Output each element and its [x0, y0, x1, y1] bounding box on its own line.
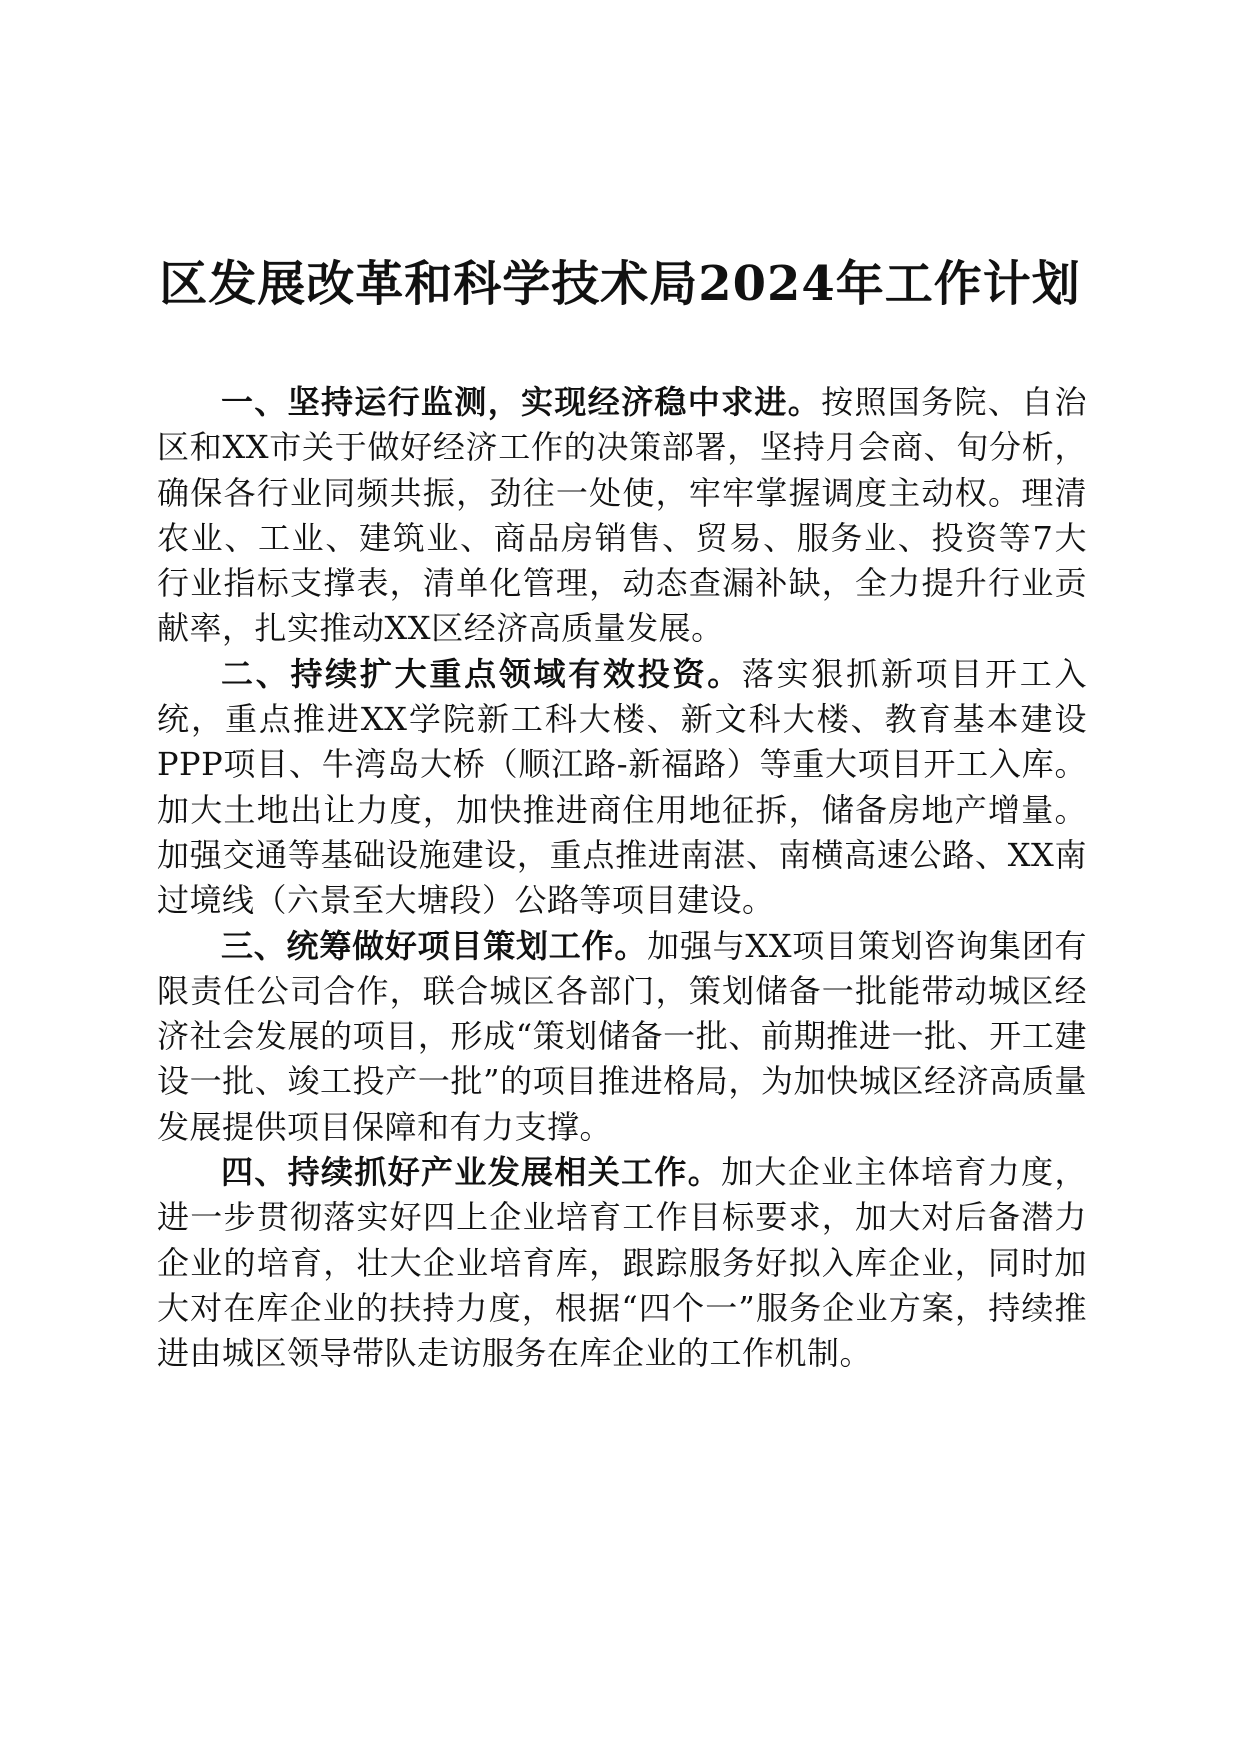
paragraph-heading: 二、持续扩大重点领域有效投资。 [221, 654, 742, 693]
paragraph-text: 加大企业主体培育力度，进一步贯彻落实好四上企业培育工作目标要求，加大对后备潜力企业的培育，壮大企业培育库，跟踪服务好拟入库企业，同时加大对在库企业的扶持力度，根据“四个一”服务企业方案，持续推进由城区领导带队走访服务在库企业的工作机制。 [157, 1153, 1087, 1373]
paragraph-text: 落实狠抓新项目开工入统，重点推进XX学院新工科大楼、新文科大楼、教育基本建设PPP项目、牛湾岛大桥（顺江路-新福路）等重大项目开工入库。加大土地出让力度，加快推进商住用地征拆，储备房地产增量。加强交通等基础设施建设，重点推进南湛、南横高速公路、XX南过境线（六景至大塘段）公路等项目建设。 [157, 654, 1087, 920]
paragraph-text: 按照国务院、自治区和XX市关于做好经济工作的决策部署，坚持月会商、旬分析，确保各行业同频共振，劲往一处使，牢牢掌握调度主动权。理清农业、工业、建筑业、商品房销售、贸易、服务业、投资等7大行业指标支撑表，清单化管理，动态查漏补缺，全力提升行业贡献率，扎实推动XX区经济高质量发展。 [157, 383, 1087, 648]
paragraph-2 [157, 652, 1087, 924]
paragraph-text: 加强与XX项目策划咨询集团有限责任公司合作，联合城区各部门，策划储备一批能带动城区经济社会发展的项目，形成“策划储备一批、前期推进一批、开工建设一批、竣工投产一批”的项目推进格局，为加快城区经济高质量发展提供项目保障和有力支撑。 [157, 926, 1087, 1146]
paragraph-heading: 一、坚持运行监测，实现经济稳中求进。 [221, 383, 822, 421]
paragraph-3 [157, 924, 1087, 1150]
paragraph-heading: 三、统筹做好项目策划工作。 [221, 926, 648, 965]
paragraph-1 [157, 380, 1087, 652]
document-body [157, 380, 1087, 1377]
paragraph-heading: 四、持续抓好产业发展相关工作。 [221, 1153, 722, 1192]
document-title: 区发展改革和科学技术局2024年工作计划 [159, 256, 1081, 312]
paragraph-4 [157, 1150, 1087, 1376]
